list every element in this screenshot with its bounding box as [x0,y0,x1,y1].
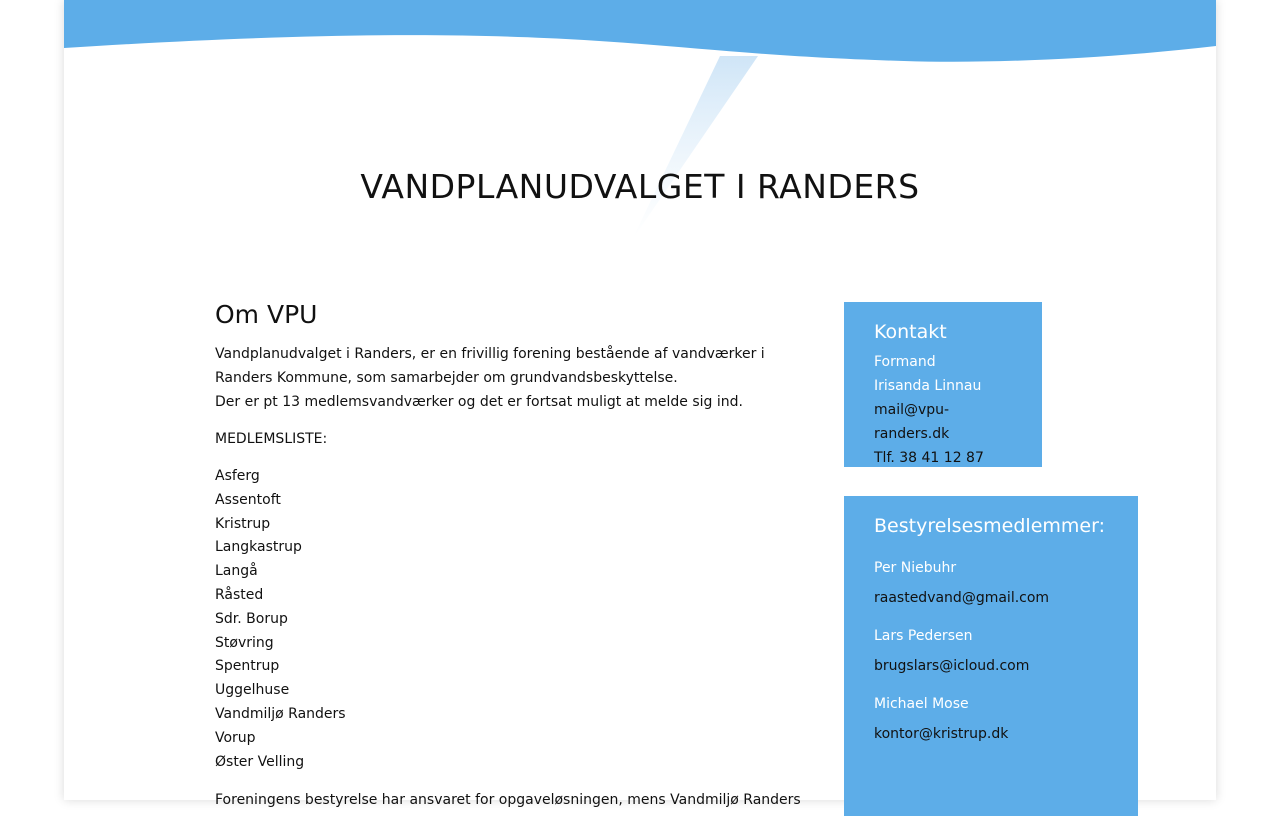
list-item: Sdr. Borup [215,610,288,627]
list-item: Spentrup [215,658,280,675]
board-member [874,692,1108,746]
contact-phone: Tlf. 38 41 12 87 [874,450,984,466]
list-item: Vorup [215,729,256,746]
list-item: Uggelhuse [215,682,290,699]
page-container [64,0,1216,809]
list-item: Langå [215,563,258,580]
board-member [874,556,1108,610]
board-heading: Bestyrelsesmedlemmer: [874,515,1105,537]
board-member-name: Per Niebuhr [874,560,957,576]
about-section [215,298,815,812]
contact-role: Formand [874,354,936,370]
site-title: VANDPLANUDVALGET I RANDERS [360,167,920,206]
about-heading: Om VPU [215,300,318,329]
list-item: Øster Velling [215,753,305,770]
contact-name: Irisanda Linnau [874,378,982,394]
header-slash-decoration [632,56,758,240]
board-member-name: Lars Pedersen [874,628,973,644]
list-item: Vandmiljø Randers [215,705,346,722]
header-wave-band [64,0,1216,62]
contact-heading: Kontakt [874,321,947,343]
member-list [215,465,815,774]
about-footer-text: Foreningens bestyrelse har ansvaret for opgaveløsningen, mens Vandmiljø Randers [215,792,801,809]
board-member-email-link[interactable]: kontor@kristrup.dk [874,726,1009,742]
list-item: Kristrup [215,515,271,532]
board-member-email-link[interactable]: brugslars@icloud.com [874,658,1030,674]
members-heading: MEDLEMSLISTE: [215,431,328,447]
list-item: Langkastrup [215,539,302,556]
list-item: Støvring [215,634,274,651]
list-item: Asferg [215,468,260,484]
board-widget [844,496,1138,816]
board-member [874,624,1108,678]
list-item: Råsted [215,586,264,603]
list-item: Assentoft [215,491,281,508]
board-member-email-link[interactable]: raastedvand@gmail.com [874,590,1050,606]
contact-email-link[interactable]: mail@vpu-randers.dk [874,402,950,442]
contact-widget [844,302,1042,467]
about-intro: Vandplanudvalget i Randers, er en frivillig forening bestående af vandværker i Randers Kommune, som samarbejder om grundvandsbeskyttelse. [215,346,765,386]
about-member-count: Der er pt 13 medlemsvandværker og det er fortsat muligt at melde sig ind. [215,394,743,410]
board-member-name: Michael Mose [874,696,969,712]
